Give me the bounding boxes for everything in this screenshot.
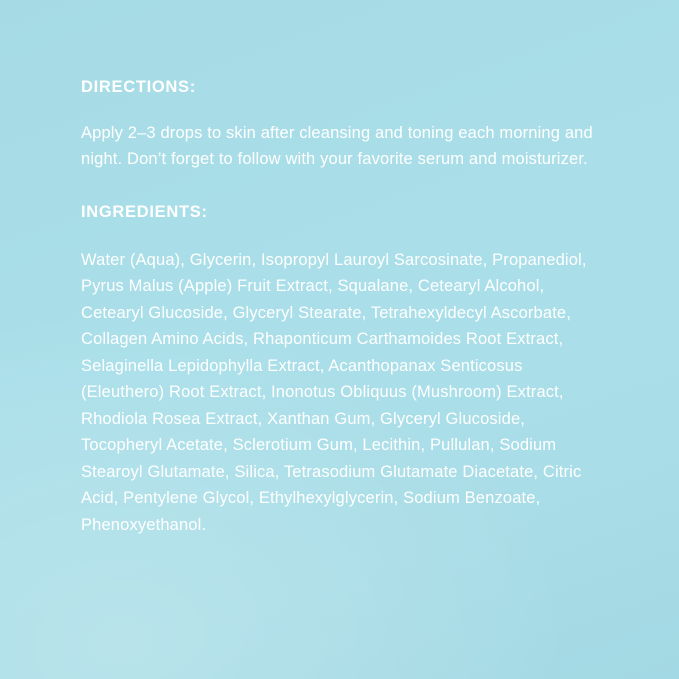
ingredients-heading: INGREDIENTS: (81, 202, 208, 221)
directions-section (81, 78, 601, 173)
directions-heading: DIRECTIONS: (81, 78, 196, 96)
ingredients-text: Water (Aqua), Glycerin, Isopropyl Lauroyl Sarcosinate, Propanediol, Pyrus Malus (Apple) Fruit Extract, Squalane, Cetearyl Alcohol, Cetearyl Glucoside, Glyceryl Stearate, Tetrahexyldecyl Ascorbate, Collagen Amino Acids, Rhaponticum Carthamoides Root Extract, Selaginella Lepidophylla Extract, Acanthopanax Senticosus (Eleuthero) Root Extract, Inonotus Obliquus (Mushroom) Extract, Rhodiola Rosea Extract, Xanthan Gum, Glyceryl Glucoside, Tocopheryl Acetate, Sclerotium Gum, Lecithin, Pullulan, Sodium Stearoyl Glutamate, Silica, Tetrasodium Glutamate Diacetate, Citric Acid, Pentylene Glycol, Ethylhexylglycerin, Sodium Benzoate, Phenoxyethanol. (81, 250, 587, 534)
directions-text: Apply 2–3 drops to skin after cleansing and toning each morning and night. Don’t forget to follow with your favorite serum and moisturizer. (81, 123, 593, 169)
label-content (81, 78, 601, 538)
ingredients-section (81, 203, 601, 538)
